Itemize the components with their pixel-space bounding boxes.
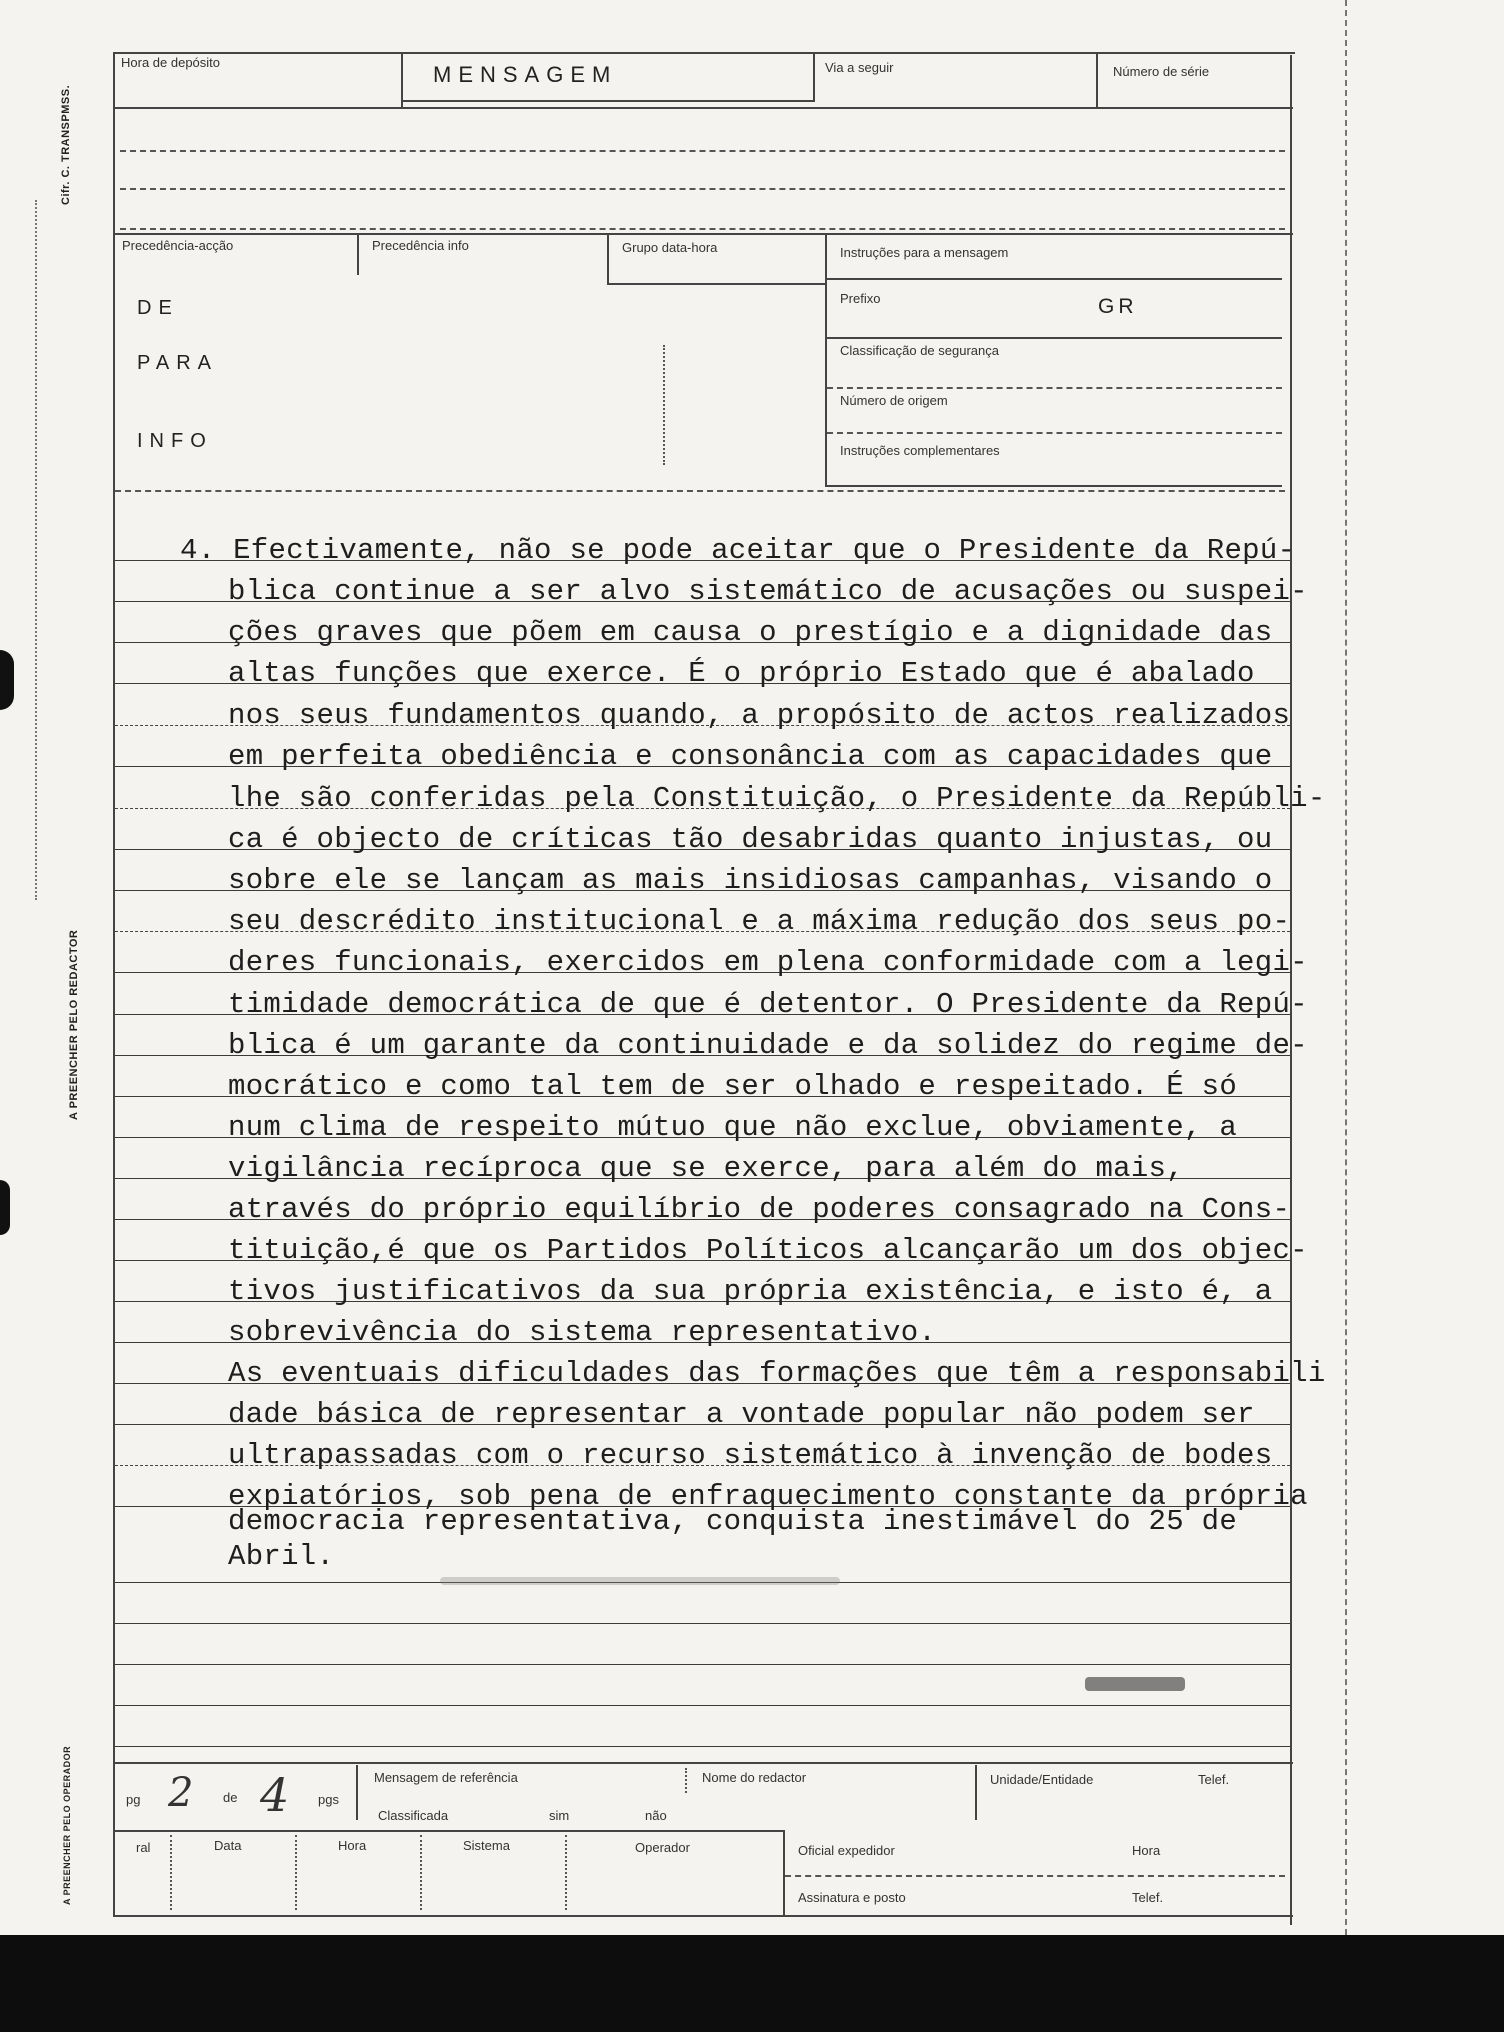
body-line-13: blica é um garante da continuidade e da solidez do regime de- — [228, 1029, 1308, 1062]
mensagem-title: MENSAGEM — [433, 62, 618, 87]
body-line-19: tivos justificativos da sua própria existência, e isto é, a — [228, 1275, 1273, 1308]
de-page-label: de — [223, 1790, 238, 1805]
via-seguir-label: Via a seguir — [825, 60, 894, 75]
operador-label: Operador — [635, 1840, 690, 1855]
data-label: Data — [214, 1838, 242, 1853]
body-line-17: através do próprio equilíbrio de poderes consagrado na Cons- — [228, 1193, 1291, 1226]
prefixo-label: Prefixo — [840, 291, 881, 306]
instrucoes-label: Instruções para a mensagem — [840, 245, 1009, 260]
oficial-expedidor-label: Oficial expedidor — [798, 1843, 895, 1858]
body-line-15: num clima de respeito mútuo que não exclue, obviamente, a — [228, 1111, 1238, 1144]
body-line-8: ca é objecto de críticas tão desabridas quanto injustas, ou — [228, 823, 1273, 856]
classificada-label: Classificada — [378, 1808, 449, 1823]
hora-label: Hora — [338, 1838, 367, 1853]
body-line-26: Abril. — [228, 1540, 335, 1573]
body-line-25: democracia representativa, conquista inestimável do 25 de — [228, 1505, 1238, 1538]
body-line-4: altas funções que exerce. É o próprio Estado que é abalado — [228, 657, 1255, 690]
body-line-12: timidade democrática de que é detentor. O Presidente da Repú- — [228, 988, 1308, 1021]
instrucoes-complementares-label: Instruções complementares — [840, 443, 1000, 458]
numero-origem-label: Número de origem — [840, 393, 948, 408]
body-line-2: blica continue a ser alvo sistemático de acusações ou suspei- — [228, 575, 1308, 608]
pg-label: pg — [126, 1792, 141, 1807]
prefixo-value: GR — [1098, 295, 1138, 318]
body-line-16: vigilância recíproca que se exerce, para além do mais, — [228, 1152, 1184, 1185]
para-label: PARA — [137, 352, 218, 374]
body-line-10: seu descrédito institucional e a máxima redução dos seus po- — [228, 905, 1291, 938]
nome-redactor-label: Nome do redactor — [702, 1770, 807, 1785]
de-label: DE — [137, 297, 179, 319]
body-line-22: dade básica de representar a vontade popular não podem ser — [228, 1398, 1255, 1431]
telef-label: Telef. — [1198, 1772, 1230, 1787]
nao-label: não — [645, 1808, 667, 1823]
page-number: 2 — [168, 1770, 194, 1816]
body-line-5: nos seus fundamentos quando, a propósito de actos realizados — [228, 699, 1291, 732]
hora2-label: Hora — [1132, 1843, 1161, 1858]
hora-deposito-label: Hora de depósito — [121, 55, 221, 70]
body-line-3: ções graves que põem em causa o prestígio e a dignidade das — [228, 616, 1273, 649]
body-line-9: sobre ele se lançam as mais insidiosas campanhas, visando o — [228, 864, 1273, 897]
body-line-21: As eventuais dificuldades das formações que têm a responsabili — [228, 1357, 1326, 1390]
assinatura-label: Assinatura e posto — [798, 1890, 906, 1905]
body-line-6: em perfeita obediência e consonância com as capacidades que — [228, 740, 1273, 773]
pgs-label: pgs — [318, 1792, 339, 1807]
ral-label: ral — [136, 1840, 151, 1855]
grupo-data-hora-label: Grupo data-hora — [622, 240, 718, 255]
telef2-label: Telef. — [1132, 1890, 1164, 1905]
info-label: INFO — [137, 430, 213, 452]
precedencia-info-label: Precedência info — [372, 238, 469, 253]
numero-serie-label: Número de série — [1113, 64, 1210, 79]
sidebar-label-operador: A PREENCHER PELO OPERADOR — [62, 1745, 72, 1905]
body-line-23: ultrapassadas com o recurso sistemático à invenção de bodes — [228, 1439, 1273, 1472]
body-line-11: deres funcionais, exercidos em plena conformidade com a legi- — [228, 946, 1308, 979]
sim-label: sim — [549, 1808, 570, 1823]
body-line-7: lhe são conferidas pela Constituição, o Presidente da Repúbli- — [228, 782, 1326, 815]
precedencia-accao-label: Precedência-acção — [122, 238, 234, 253]
classificacao-label: Classificação de segurança — [840, 343, 999, 358]
body-line-14: mocrático e como tal tem de ser olhado e respeitado. É só — [228, 1070, 1238, 1103]
page-total: 4 — [260, 1768, 290, 1822]
body-line-1: 4. Efectivamente, não se pode aceitar que o Presidente da Repú- — [180, 534, 1296, 567]
scan-border — [0, 1935, 1504, 2032]
header-row — [113, 52, 1293, 110]
mensagem-referencia-label: Mensagem de referência — [374, 1770, 518, 1785]
sistema-label: Sistema — [463, 1838, 510, 1853]
unidade-label: Unidade/Entidade — [990, 1772, 1094, 1787]
body-line-18: tituição,é que os Partidos Políticos alcançarão um dos objec- — [228, 1234, 1308, 1267]
sidebar-label-redactor: A PREENCHER PELO REDACTOR — [68, 929, 80, 1120]
sidebar-label-top: Cifr. C. TRANSPMSS. — [60, 84, 72, 205]
body-line-24: expiatórios, sob pena de enfraquecimento constante da própria — [228, 1480, 1308, 1513]
body-line-20: sobrevivência do sistema representativo. — [228, 1316, 937, 1349]
